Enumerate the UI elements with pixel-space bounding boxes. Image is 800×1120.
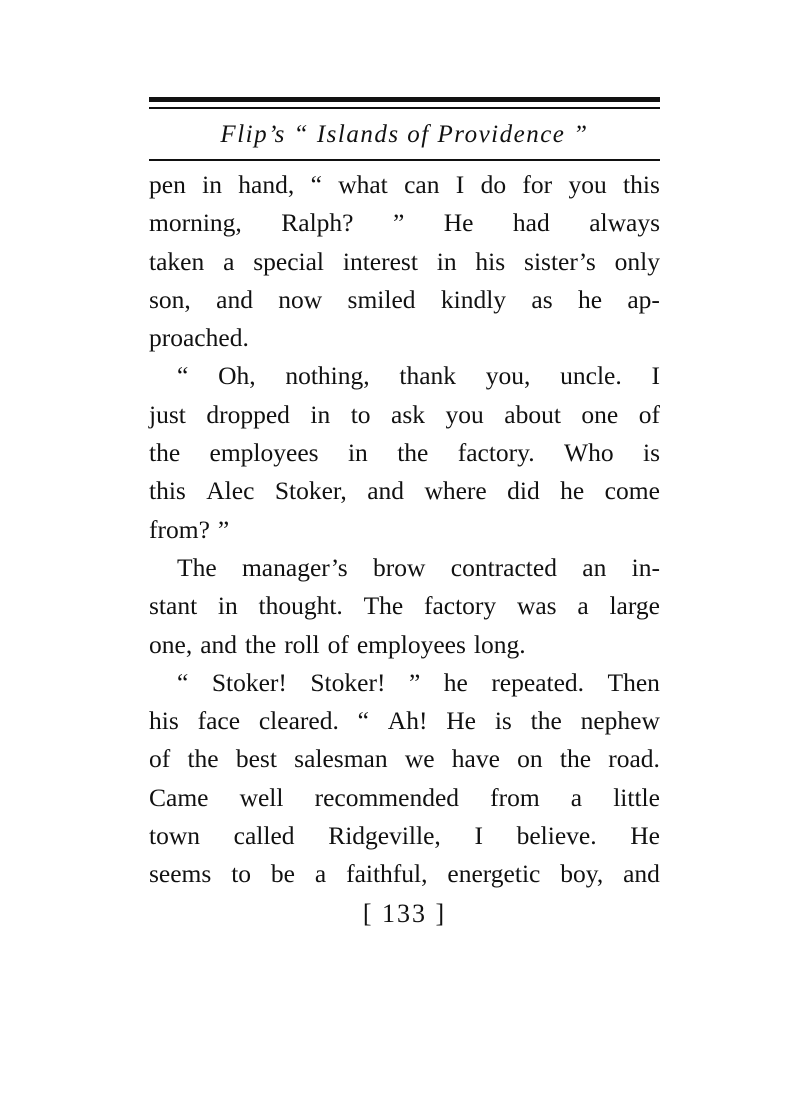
text-line: seems to be a faithful, energetic boy, and (149, 859, 660, 889)
text-line: of the best salesman we have on the road. (149, 744, 660, 774)
body-text (149, 166, 660, 894)
text-line: one, and the roll of employees long. (149, 629, 526, 659)
header-rule-thin (149, 107, 660, 109)
text-line: from? ” (149, 514, 230, 544)
running-head: Flip’s “ Islands of Providence ” (220, 121, 589, 148)
header-rule-bottom (149, 159, 660, 161)
text-line: “ Oh, nothing, thank you, uncle. I (177, 361, 660, 391)
text-line: town called Ridgeville, I believe. He (149, 821, 660, 851)
text-line: pen in hand, “ what can I do for you this (149, 170, 660, 199)
text-line: taken a special interest in his sister’s only (149, 246, 660, 276)
text-line: the employees in the factory. Who is (149, 438, 660, 468)
text-line: morning, Ralph? ” He had always (149, 208, 660, 238)
text-line: this Alec Stoker, and where did he come (149, 476, 660, 506)
text-line: Came well recommended from a little (149, 782, 660, 812)
text-line: son, and now smiled kindly as he ap- (149, 284, 660, 314)
header-rule-thick (149, 97, 660, 102)
text-line: “ Stoker! Stoker! ” he repeated. Then (177, 667, 660, 697)
text-line: just dropped in to ask you about one of (149, 399, 660, 429)
text-line: The manager’s brow contracted an in- (177, 552, 660, 582)
text-line: stant in thought. The factory was a large (149, 591, 660, 621)
text-line: proached. (149, 323, 249, 353)
page-number: [ 133 ] (362, 899, 447, 928)
text-line: his face cleared. “ Ah! He is the nephew (149, 706, 660, 736)
